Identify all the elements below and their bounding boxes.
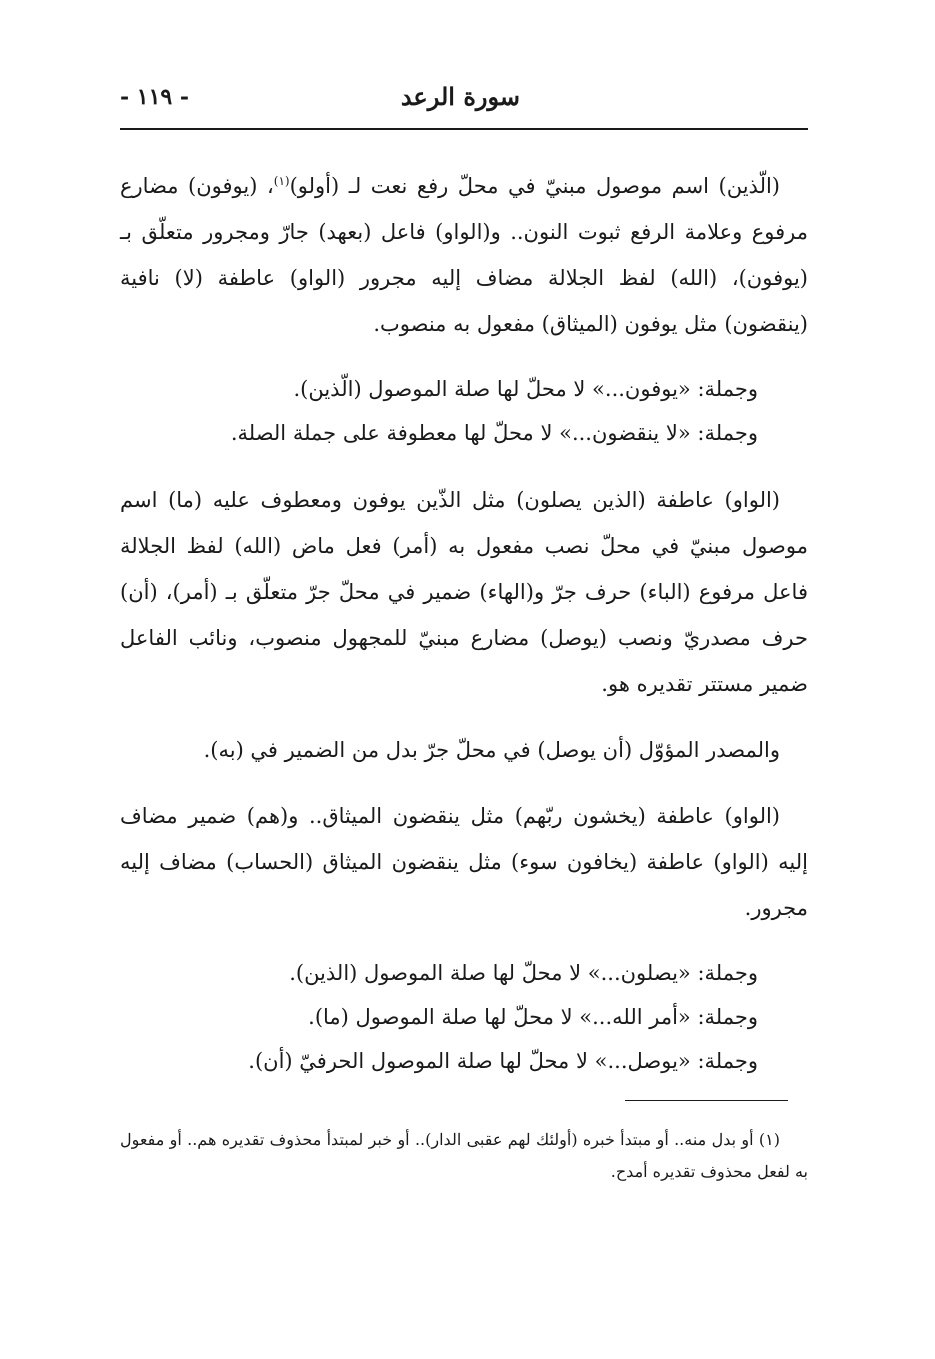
footnote [120,1124,808,1188]
paragraph-1-text: (الّذين) اسم موصول مبنيّ في محلّ رفع نعت لـ (أولو) [289,174,781,198]
paragraph-3: والمصدر المؤوّل (أن يوصل) في محلّ جرّ بدل من الضمير في (به). [203,738,780,762]
paragraph-4: (الواو) عاطفة (يخشون ربّهم) مثل ينقضون الميثاق.. و(هم) ضمير مضاف إليه (الواو) عاطفة (يخافون سوء) مثل ينقضون الميثاق (الحساب) مضاف إليه مجرور. [120,804,808,920]
footnote-separator [625,1100,788,1101]
paragraph-1-text-cont: ، (يوفون) مضارع مرفوع وعلامة الرفع ثبوت النون.. و(الواو) فاعل (بعهد) جارّ ومجرور متعلّق بـ (يوفون)، (الله) لفظ الجلالة مضاف إليه مجرور (الواو) عاطفة (لا) نافية (ينقضون) مثل يوفون (الميثاق) مفعول به منصوب. [120,174,808,336]
header-rule [120,128,808,130]
paragraph-2: (الواو) عاطفة (الذين يصلون) مثل الذّين يوفون ومعطوف عليه (ما) اسم موصول مبنيّ في محلّ نصب مفعول به (أمر) فعل ماض (الله) لفظ الجلالة فاعل مرفوع (الباء) حرف جرّ و(الهاء) ضمير في محلّ جرّ متعلّق بـ (أمر)، (أن) حرف مصدريّ ونصب (يوصل) مضارع مبنيّ للمجهول منصوب، ونائب الفاعل ضمير مستتر تقديره هو. [120,488,808,696]
surah-title: سورة الرعد [400,82,520,111]
main-text [120,158,808,1105]
page-number: - ١١٩ - [120,84,190,110]
footnote-ref[interactable]: (١) [273,174,290,188]
jumla-line: وجملة: «يوفون...» لا محلّ لها صلة الموصول (الّذين). [293,377,758,401]
jumla-line: وجملة: «يوصل...» لا محلّ لها صلة الموصول الحرفيّ (أن). [248,1049,758,1073]
footnote-text: (١) أو بدل منه.. أو مبتدأ خبره (أولئك لهم عقبى الدار).. أو خبر لمبتدأ محذوف تقديره هم.. أو مفعول به لفعل محذوف تقديره أمدح. [120,1130,808,1181]
jumla-line: وجملة: «أمر الله...» لا محلّ لها صلة الموصول (ما). [308,1005,758,1029]
jumla-group-2 [120,951,808,1083]
jumla-line: وجملة: «يصلون...» لا محلّ لها صلة الموصول (الذين). [289,961,758,985]
jumla-line: وجملة: «لا ينقضون...» لا محلّ لها معطوفة على جملة الصلة. [230,421,758,445]
paragraph-1 [120,158,808,347]
jumla-group-1 [120,367,808,455]
running-header [120,82,808,126]
